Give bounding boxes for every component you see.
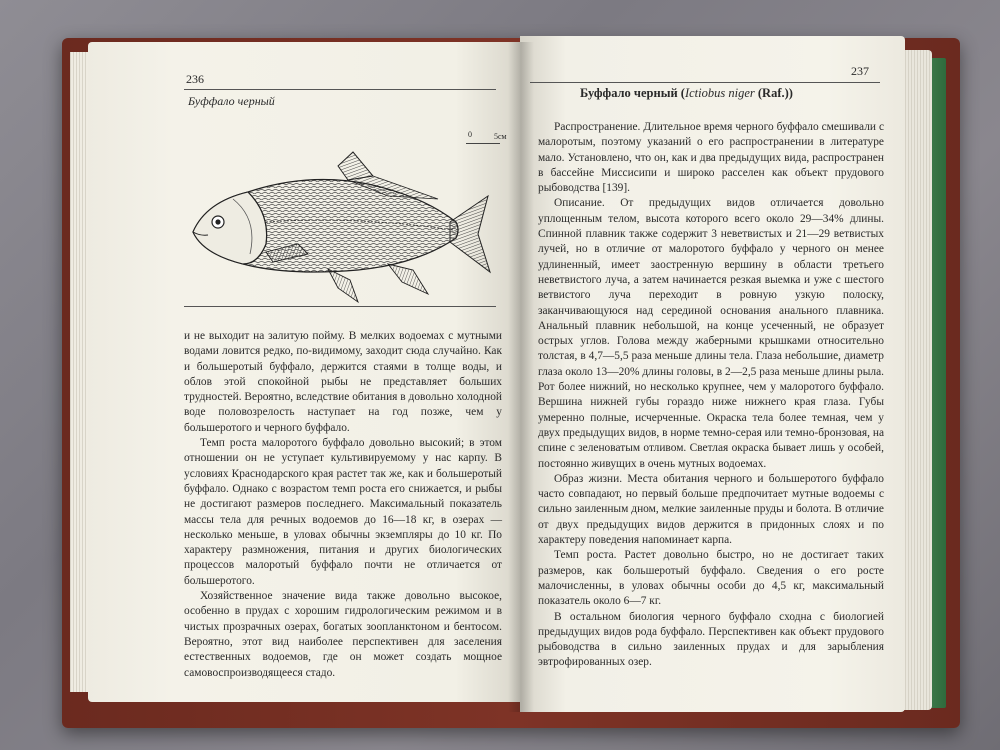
scale-bar	[466, 143, 500, 144]
title-latin: Ictiobus niger	[684, 86, 755, 100]
figure-rule	[184, 306, 496, 307]
book-gutter	[508, 42, 534, 712]
header-rule	[184, 89, 496, 90]
fish-illustration	[188, 104, 508, 314]
paragraph: Хозяйственное значение вида также довольно высокое, особенно в прудах с хорошим гидрологическим режимом и в чистых прозрачных озерах, богатых зоопланктоном и бентосом. Вероятно, этот вид наиболее перспективен для заселения естественных водоемов, где он может создать мощное самовоспроизводящееся стадо.	[184, 590, 502, 679]
scale-max-label: 5см	[494, 132, 507, 141]
page-number: 237	[851, 64, 869, 78]
left-body-text	[184, 329, 502, 681]
paragraph: и не выходит на залитую пойму. В мелких водоемах с мутными водами ловится редко, по-видимому, заходит сюда случайно. Как и большеротый буффало, держится стаями в толще воды, и облов этой спокойной рыбы не представляет больших трудностей. Вероятно, вследствие обитания в довольно холодной воде половозрелость наступает на год позже, чем у большеротого и черного буффало.	[184, 330, 502, 434]
paragraph: Темп роста. Растет довольно быстро, но не достигает таких размеров, как большеротый буффало. Сведения о его росте малочисленны, в уловах обычны особи до 4,5 кг, максимальный показатель около 6—7 кг.	[538, 549, 884, 608]
running-title: Буффало черный	[188, 94, 275, 108]
title-author: (Raf.))	[754, 86, 793, 100]
header-rule	[530, 82, 880, 83]
paragraph: Темп роста малоротого буффало довольно высокий; в этом отношении он не уступает культивируемому у нас карпу. В условиях Краснодарского края растет так же, как и большеротый буффало. Однако с возрастом темп роста его снижается, и рыбы не достигают размеров последнего. Максимальный показатель массы тела для речных водоемов до 16—18 кг, в озерах — несколько меньше, в уловах обычны экземпляры до 10 кг. По характеру размножения, питания и других биологических процессов малоротый буффало почти не отличается от большеротого.	[184, 437, 502, 587]
page-number: 236	[186, 72, 204, 86]
right-page	[520, 36, 905, 712]
paragraph: Распространение. Длительное время черного буффало смешивали с малоротым, поэтому указаний о его распространении в литературе мало. Установлено, что он, как и два предыдущих вида, распространен в бассейне Миссисипи и широко расселен как объект прудового рыбоводства [139].	[538, 121, 884, 195]
right-body-text	[538, 120, 884, 671]
paragraph: Описание. От предыдущих видов отличается довольно уплощенным телом, высота которого всего около 29—34% длины. Спинной плавник также содержит 3 неветвистых и 21—29 ветвистых лучей, но в отличие от малоротого буффало у черного он менее удлиненный, имеет заостренную вершину в области третьего неветвистого луча, а затем начинается резкая выемка и уже с шестого ветвистого луча переходит в ровную узкую полоску, заканчивающуюся над серединой основания анального плавника. Анальный плавник небольшой, на конце усеченный, не образует острых углов. Голова между жаберными крышками относительно толстая, в 4,7—5,5 раза меньше длины тела. Глаза небольшие, диаметр глаза около 13—20% длины головы, в 2—2,5 раза меньше длины рыла. Рот более нижний, но несколько крупнее, чем у малоротого буффало. Вершина нижней губы гораздо ниже нижнего края глаза. Губы умеренно полные, исчерченные. Окраска тела более темная, чем у двух предыдущих видов, в норме темно-серая или темно-бронзовая, на спине с зеленоватым отливом. Светлая окраска бывает лишь у особей, постоянно живущих в очень мутных водоемах.	[538, 197, 885, 470]
paragraph: В остальном биология черного буффало сходна с биологией предыдущих видов рода буффало. Перспективен как объект прудового рыбоводства в сильно заиленных прудах и для зарыбления эвтрофированных озер.	[538, 610, 884, 669]
paragraph: Образ жизни. Места обитания черного и большеротого буффало часто совпадают, но первый больше предпочитает мутные водоемы с сильно заиленным дном, мелкие заиленные пруды и болота. В отличие от двух предыдущих видов держится в придонных слоях и по характеру поведения напоминает карпа.	[538, 472, 884, 547]
section-title	[580, 86, 793, 101]
scale-zero-label: 0	[468, 130, 472, 139]
left-page	[88, 42, 520, 702]
title-main: Буффало черный (	[580, 86, 685, 100]
